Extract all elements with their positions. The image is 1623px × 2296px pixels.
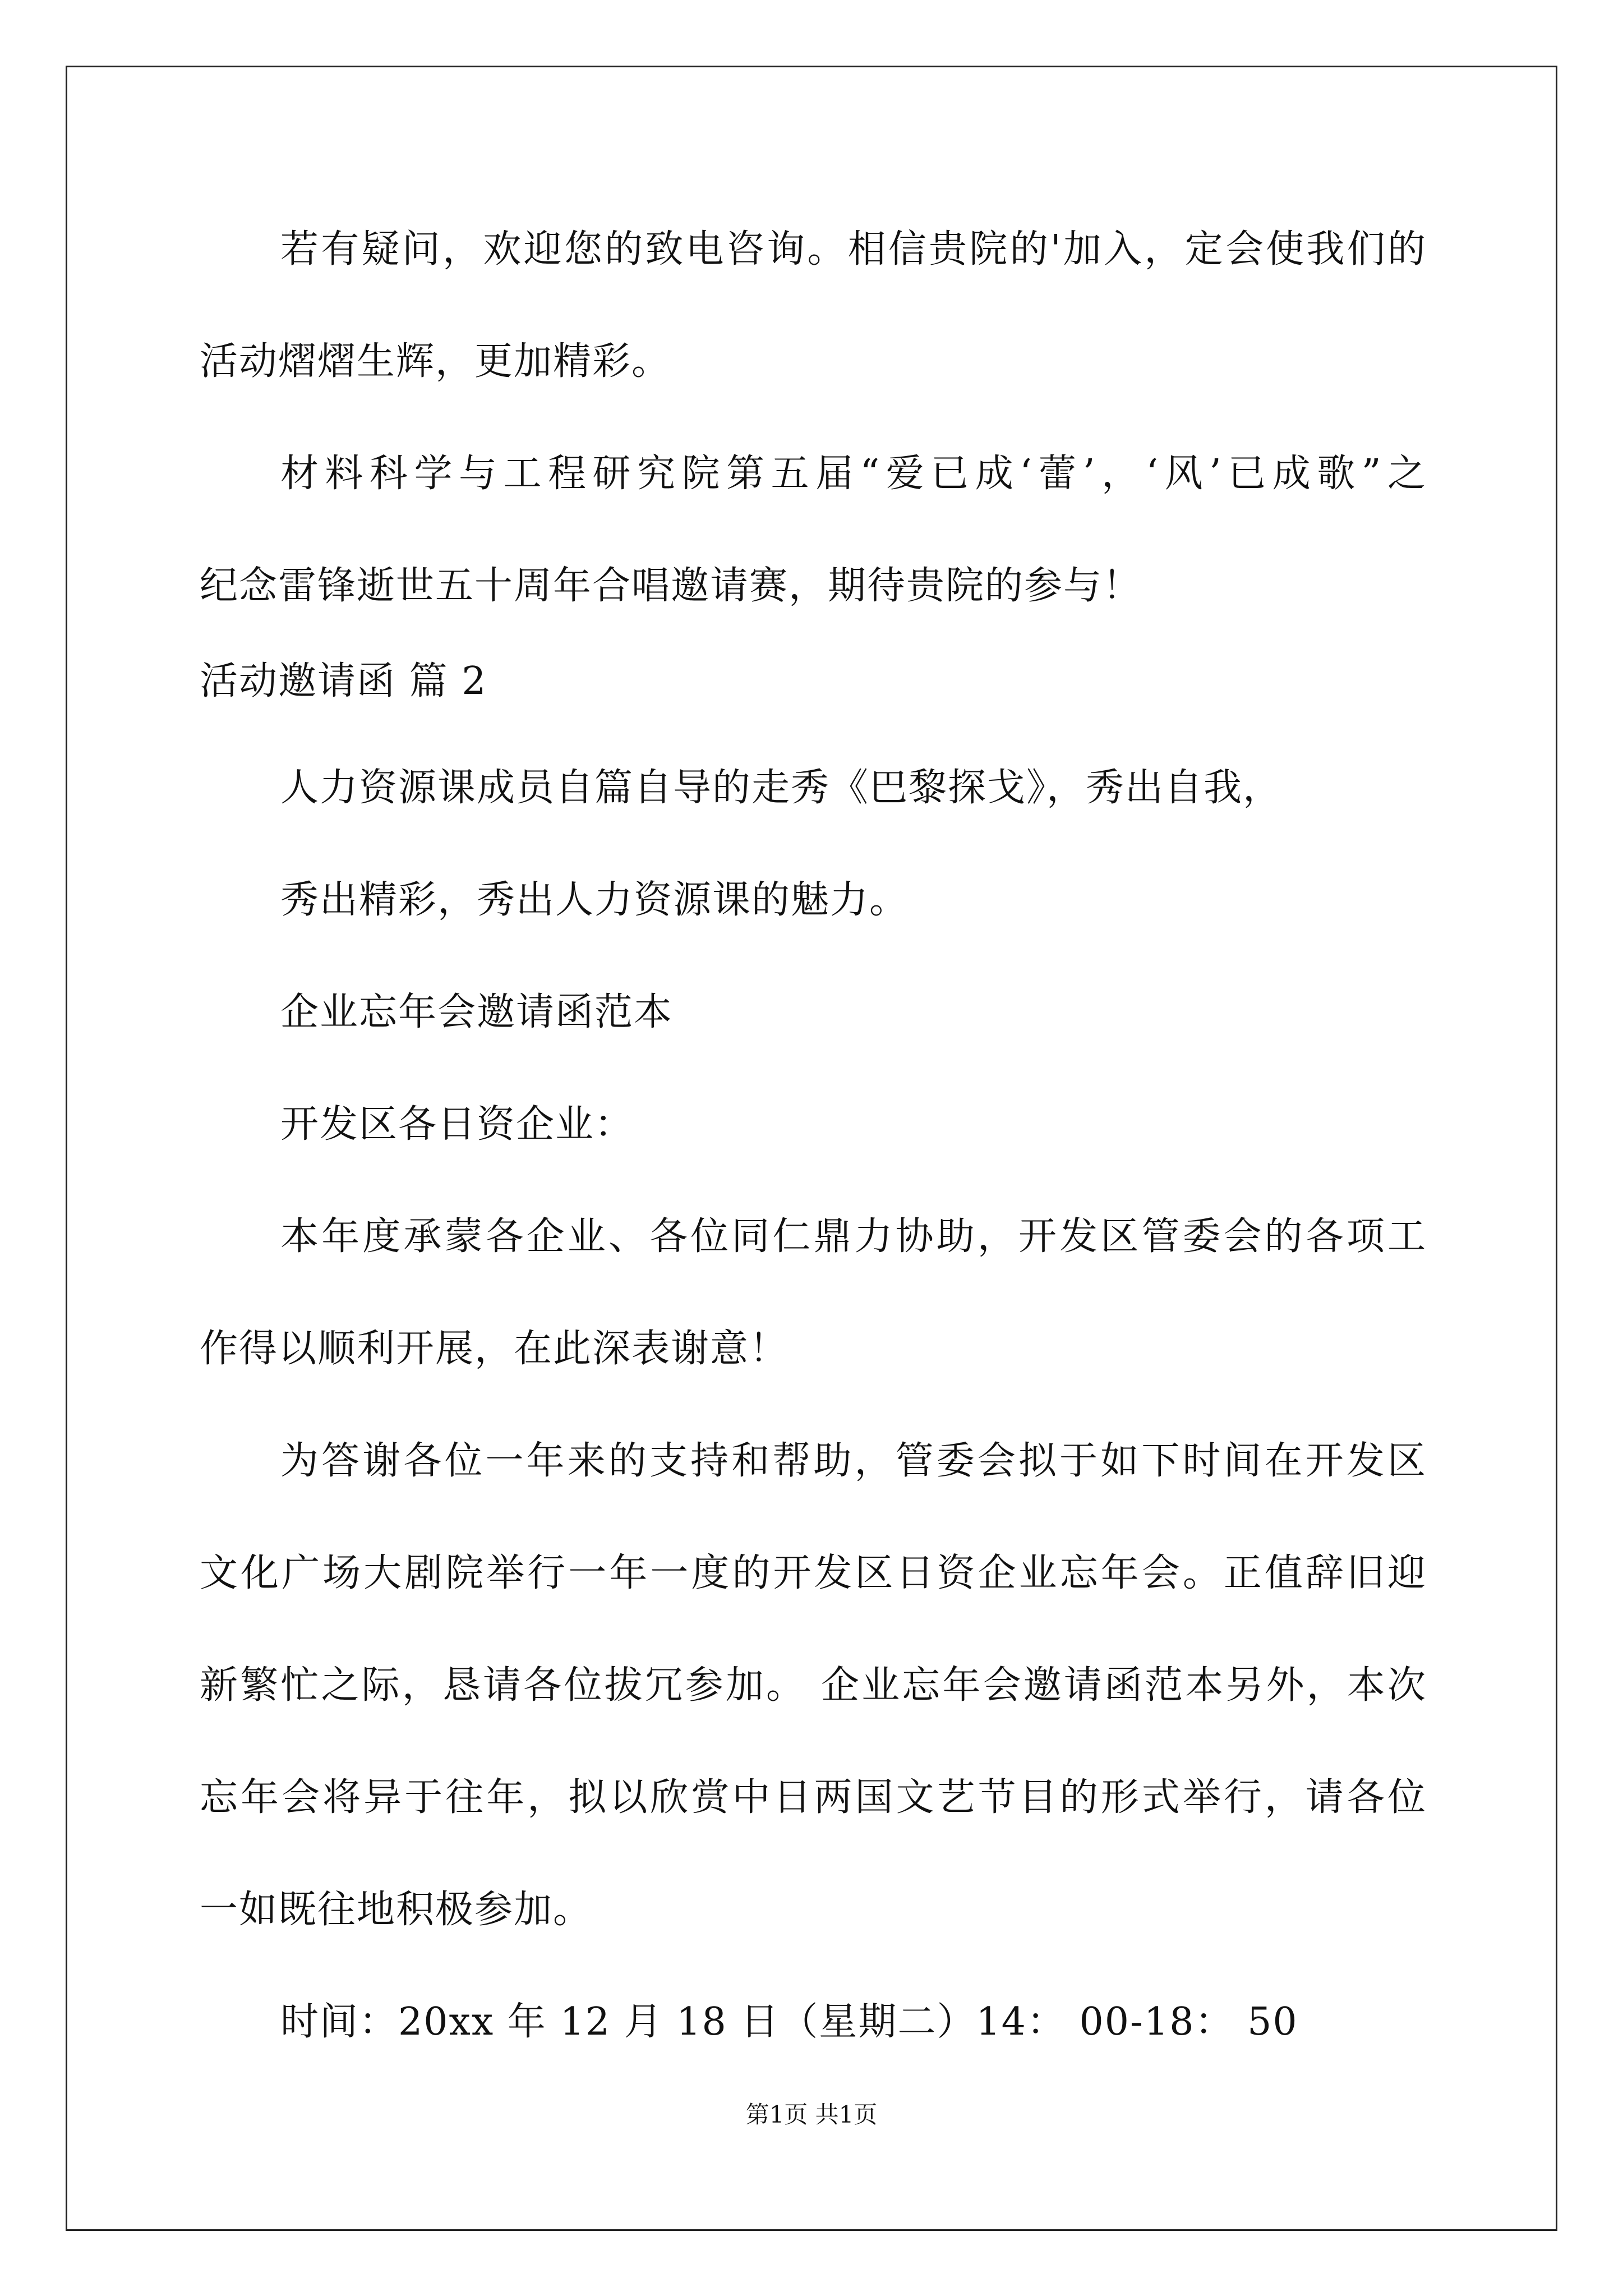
- page-footer: 第1页 共1页: [745, 2101, 878, 2128]
- paragraph-line: 纪念雷锋逝世五十周年合唱邀请赛，期待贵院的参与！: [200, 564, 1142, 608]
- paragraph-line: 本年度承蒙各企业、各位同仁鼎力协助，开发区管委会的各项工: [280, 1214, 1427, 1259]
- paragraph-line: 文化广场大剧院举行一年一度的开发区日资企业忘年会。正值辞旧迎: [200, 1551, 1427, 1595]
- paragraph-line: 开发区各日资企业：: [280, 1102, 634, 1147]
- paragraph-line: 为答谢各位一年来的支持和帮助，管委会拟于如下时间在开发区: [280, 1439, 1427, 1483]
- paragraph-line: 企业忘年会邀请函范本: [280, 990, 674, 1034]
- paragraph-line: 作得以顺利开展，在此深表谢意！: [200, 1327, 789, 1371]
- section-heading: 活动邀请函 篇 2: [200, 659, 487, 703]
- paragraph-line: 忘年会将异于往年，拟以欣赏中日两国文艺节目的形式举行，请各位: [200, 1775, 1427, 1820]
- paragraph-line: 若有疑问，欢迎您的致电咨询。相信贵院的'加入，定会使我们的: [280, 227, 1427, 272]
- paragraph-line: 新繁忙之际，恳请各位拔冗参加。 企业忘年会邀请函范本另外，本次: [200, 1663, 1427, 1708]
- paragraph-line: 材料科学与工程研究院第五届“爱已成‘蕾’，‘风’已成歌”之: [280, 452, 1427, 496]
- paragraph-line: 人力资源课成员自篇自导的走秀《巴黎探戈》，秀出自我，: [280, 766, 1283, 810]
- paragraph-line: 秀出精彩，秀出人力资源课的魅力。: [280, 878, 909, 922]
- paragraph-line: 活动熠熠生辉，更加精彩。: [200, 339, 671, 384]
- paragraph-line: 一如既往地积极参加。: [200, 1888, 593, 1932]
- paragraph-line: 时间：20xx 年 12 月 18 日（星期二）14： 00-18： 50: [280, 2000, 1298, 2044]
